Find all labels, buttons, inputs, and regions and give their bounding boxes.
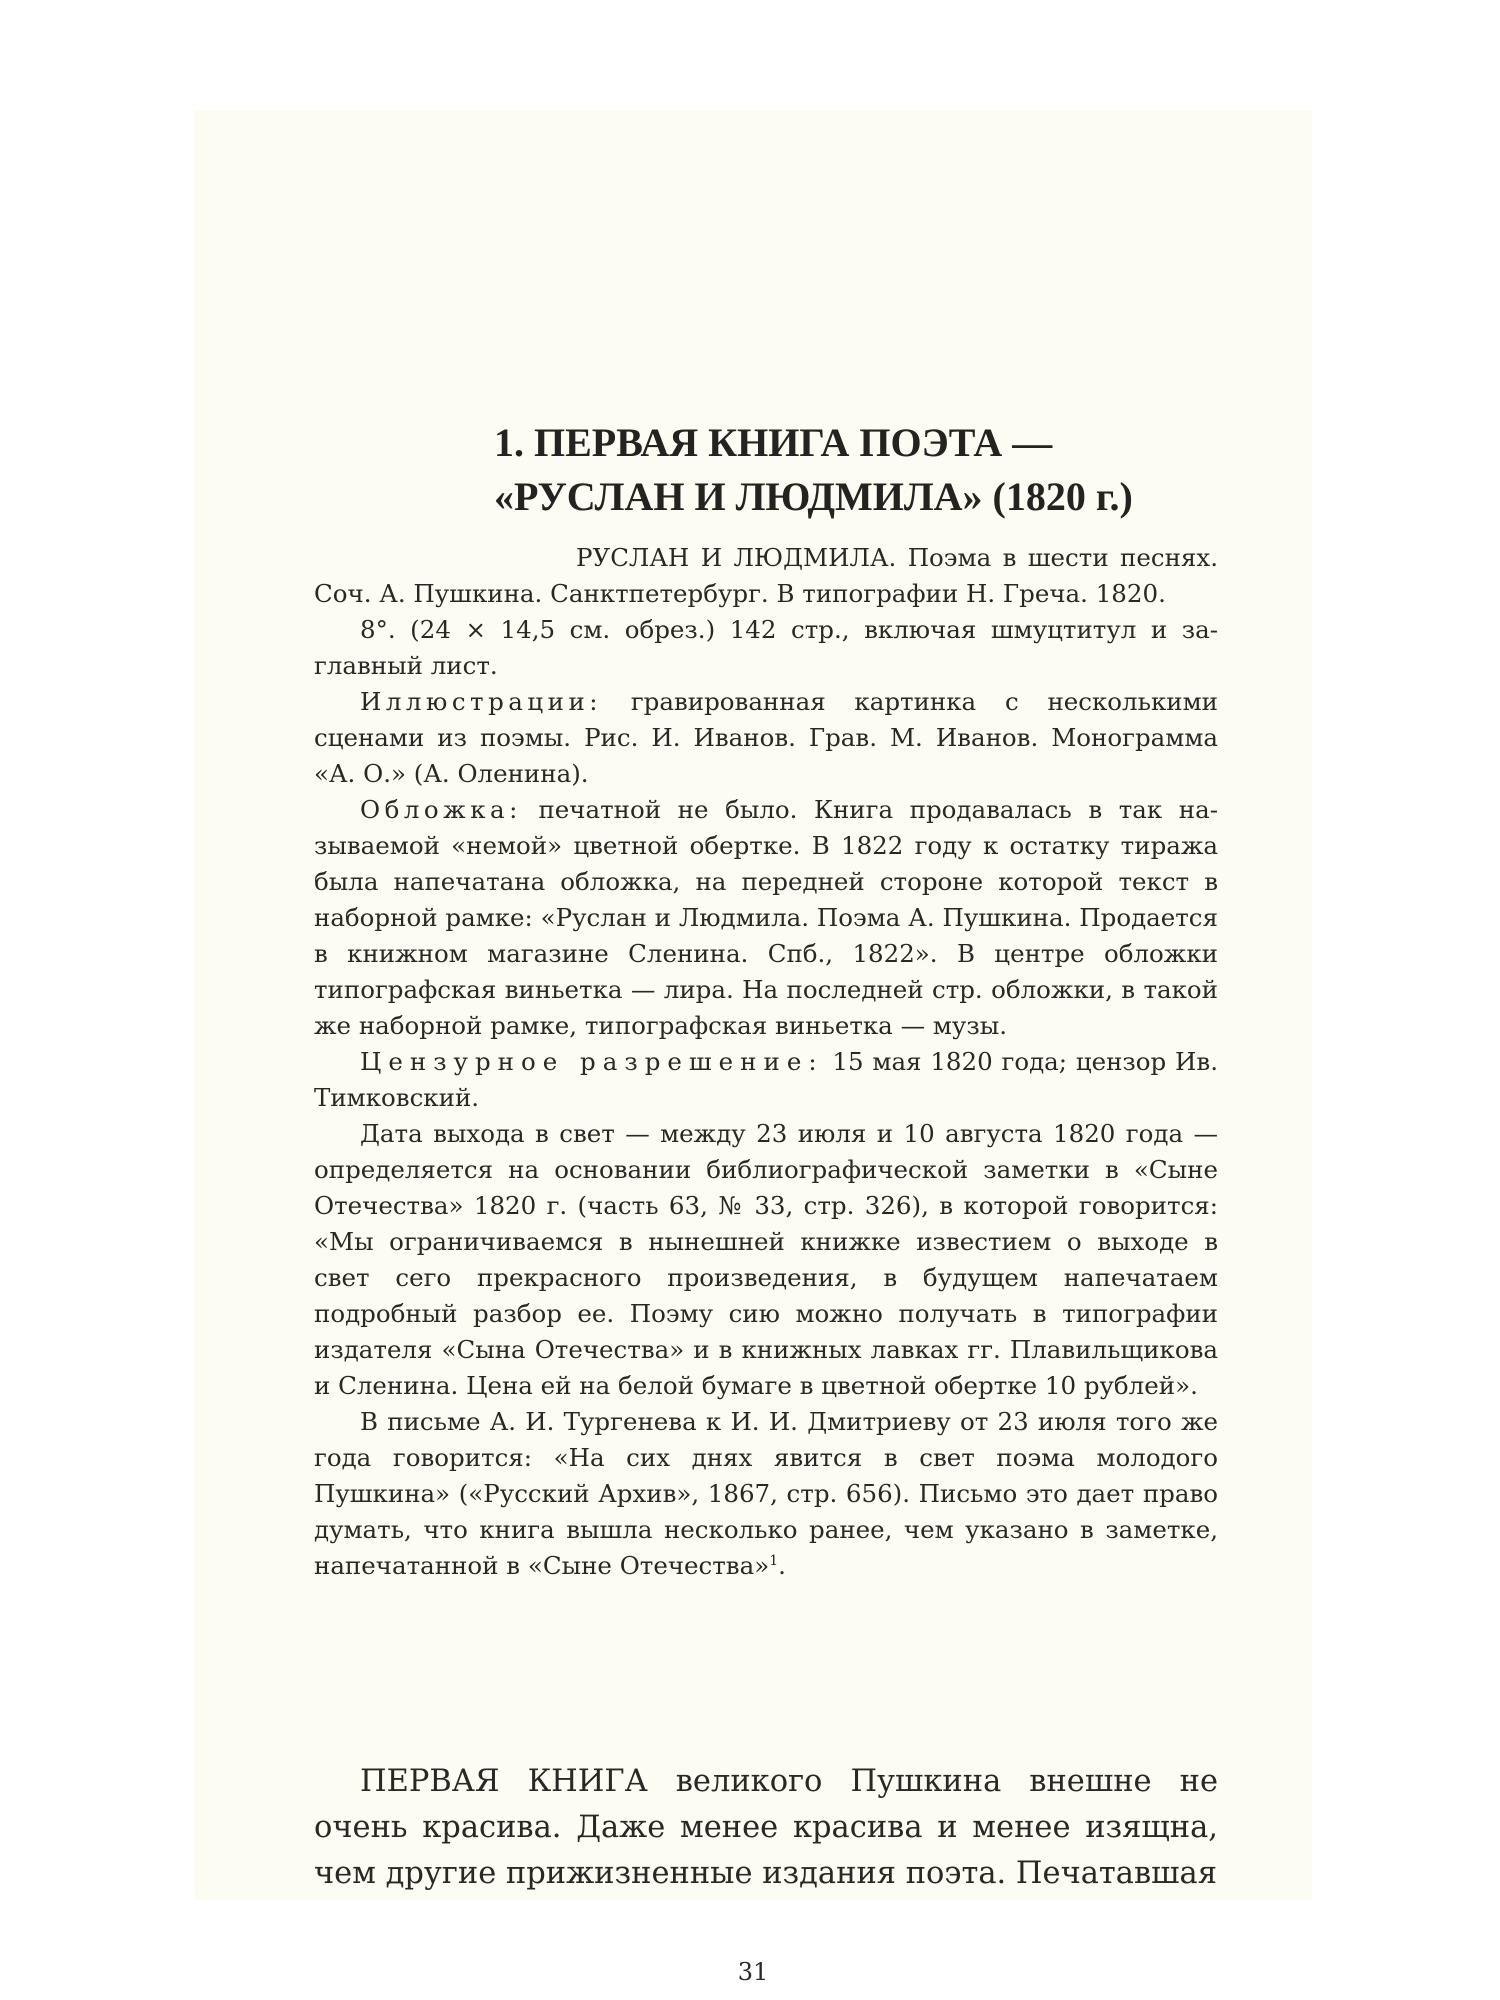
bib-format: 8°. (24 × 14,5 см. обрез.) 142 стр., включая шмуцтитул и заглавный лист.: [314, 615, 1218, 680]
chapter-title-line-2: «РУСЛАН И ЛЮДМИЛА» (1820 г.): [494, 474, 1133, 519]
illustrations-label: Иллюстрации:: [360, 687, 603, 716]
censor-label: Цензурное разрешение:: [360, 1047, 824, 1076]
bib-illustrations: [314, 684, 1218, 792]
censor-text: 15 мая 1820 года; цензор Ив. Тимковский.: [314, 1047, 1218, 1112]
cover-text: печатной не было. Книга продавалась в так называемой «немой» цветной обертке. В 1822 году к остатку тиража была напечатана обложка, на передней стороне которой текст в наборной рамке: «Руслан и Людмила. Поэма А. Пушкина. Продается в книжном магазине Сленина. Спб., 1822». В центре обложки типографская виньетка — лира. На последней стр. обложки, в такой же наборной рамке, типографская виньетка — музы.: [314, 795, 1218, 1040]
main-lead: ПЕРВАЯ КНИГА: [360, 1764, 648, 1799]
bib-censorship: [314, 1044, 1218, 1116]
chapter-title: [494, 416, 1294, 524]
cover-label: Обложка:: [360, 795, 522, 824]
bib-heading: РУСЛАН И ЛЮДМИЛА. Поэма в шести песнях. Соч. А. Пушкина. Санктпетербург. В типографии Н. Греча. 1820.: [314, 543, 1218, 608]
main-paragraph: [314, 1759, 1218, 1897]
page-number: 31: [737, 1958, 769, 1986]
bib-letter: [314, 1404, 1218, 1584]
bibliographic-description: [314, 540, 1218, 1584]
letter-text: В письме А. И. Тургенева к И. И. Дмитриеву от 23 июля того же года говорится: «На сих днях явится в свет поэма молодого Пушкина» («Русский Архив», 1867, стр. 656). Письмо это дает право думать, что книга вышла несколько ранее, чем указано в заметке, напечатанной в «Сыне Отечества»: [314, 1407, 1218, 1580]
bib-release-date: Дата выхода в свет — между 23 июля и 10 августа 1820 года — определяется на основании библиографической заметки в «Сыне Отечества» 1820 г. (часть 63, № 33, стр. 326), в которой говорится: «Мы ограничиваемся в нынешней книжке известием о выходе в свет сего прекрасного произведения, в будущем напечатаем подробный разбор ее. Поэму сию можно получать в типографии издателя «Сына Отечества» и в книжных лавках гг. Плавильщикова и Сленина. Цена ей на белой бумаге в цветной обертке 10 рублей».: [314, 1119, 1218, 1400]
main-text-body: великого Пушкина внешне не очень красива. Даже менее красива и менее изящна, чем другие прижизненные издания поэта. Печатавшая: [314, 1764, 1218, 1891]
illustrations-text: гравированная картинка с несколькими сценами из поэмы. Рис. И. Иванов. Грав. М. Иванов. Монограмма «А. О.» (А. Оленина).: [314, 687, 1218, 788]
letter-end: .: [778, 1551, 786, 1580]
chapter-title-line-1: 1. ПЕРВАЯ КНИГА ПОЭТА —: [494, 420, 1053, 465]
book-page: [194, 110, 1312, 1986]
footnote-reference: 1: [769, 1552, 779, 1569]
main-text: [314, 1759, 1218, 1897]
bib-cover: [314, 792, 1218, 1044]
